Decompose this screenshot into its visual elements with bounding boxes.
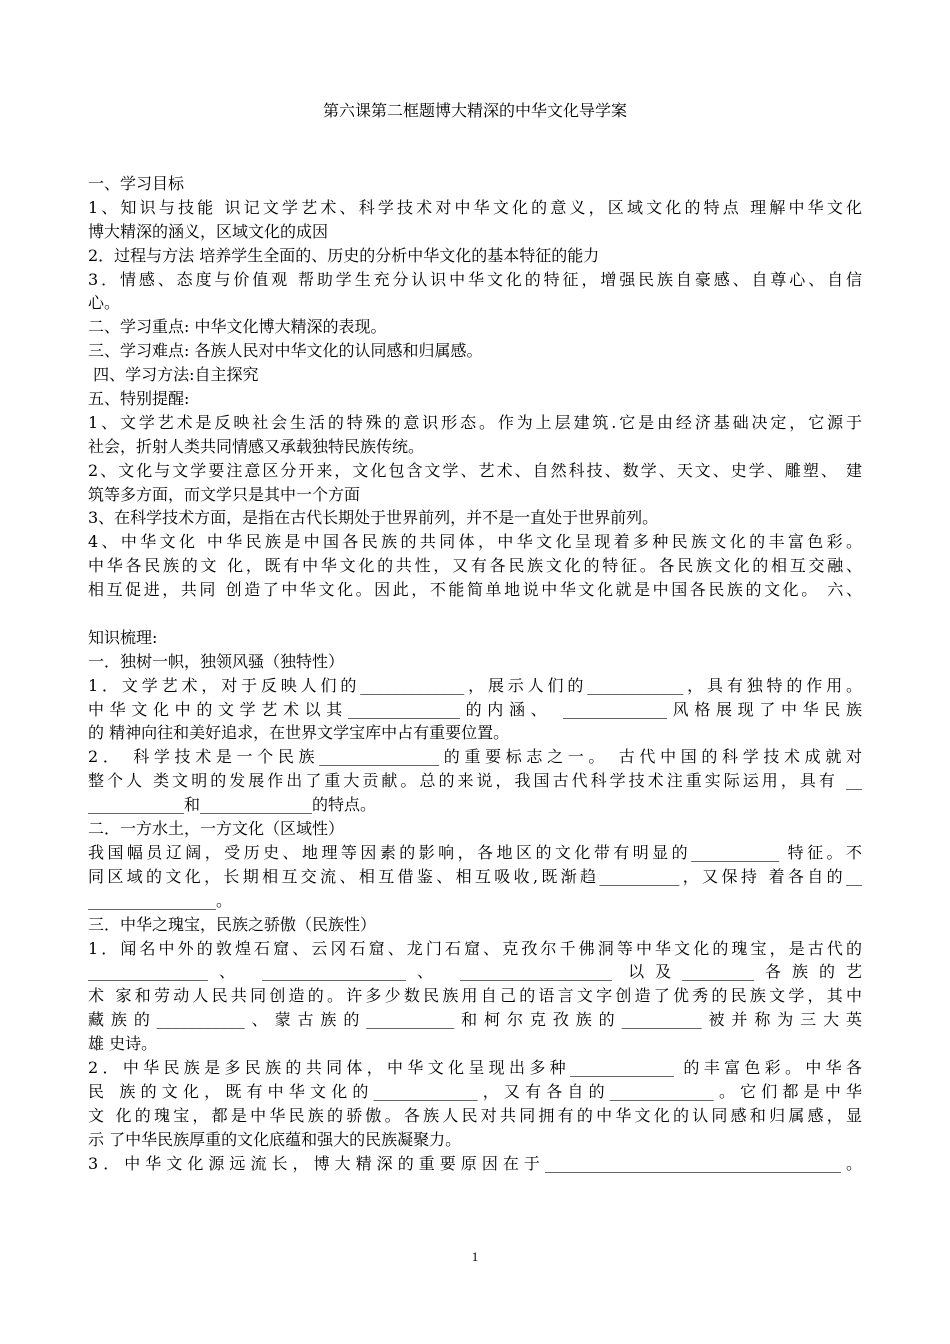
- text-line: 我国幅员辽阔，受历史、地理等因素的影响，各地区的文化带有明显的___________ 特征。不: [88, 842, 862, 862]
- text-line: 四、学习方法:自主探究: [88, 365, 259, 385]
- text-line: 知识梳理:: [88, 627, 158, 647]
- text-line: 三、学习难点: 各族人民对中华文化的认同感和归属感。: [88, 341, 483, 361]
- text-line: 4、中华文化 中华民族是中国各民族的共同体，中华文化呈现着多种民族文化的丰富色彩。: [88, 532, 862, 552]
- text-line: 雄 史诗。: [88, 1034, 158, 1054]
- text-line: 二、学习重点: 中华文化博大精深的表现。: [88, 317, 387, 337]
- text-line: 2．过程与方法 培养学生全面的、历史的分析中华文化的基本特征的能力: [88, 245, 600, 265]
- text-line: 1、文学艺术是反映社会生活的特殊的意识形态。作为上层建筑.它是由经济基础决定，它源于: [88, 412, 862, 432]
- page-number: 1: [471, 1249, 479, 1264]
- text-line: 二．一方水土，一方文化（区域性）: [88, 819, 345, 839]
- text-line: 文 化的瑰宝，都是中华民族的骄傲。各族人民对共同拥有的中华文化的认同感和归属感，显: [88, 1105, 862, 1125]
- text-line: 筑等多方面，而文学只是其中一个方面: [88, 484, 361, 504]
- text-line: ________________。: [88, 890, 233, 910]
- text-line: 3．中华文化源远流长，博大精深的重要原因在于_____________________________________。: [88, 1153, 862, 1173]
- text-line: 整个人 类文明的发展作出了重大贡献。总的来说，我国古代科学技术注重实际运用，具有 __: [88, 771, 862, 791]
- text-line: 2、文化与文学要注意区分开来，文化包含文学、艺术、自然科技、数学、天文、史学、雕塑、 建: [88, 460, 862, 480]
- text-line: 藏族的___________、蒙古族的___________和柯尔克孜族的__________被并称为三大英: [88, 1010, 862, 1030]
- document-title: 第六课第二框题博大精深的中华文化导学案: [322, 101, 627, 120]
- document-page: [88, 98, 862, 1175]
- text-line: ____________和______________的特点。: [88, 795, 377, 815]
- text-line: 博大精深的涵义，区域文化的成因: [88, 221, 329, 241]
- text-line: 一．独树一帜，独领风骚（独特性）: [88, 651, 345, 671]
- text-line: 同区域的文化，长期相互交流、相互借鉴、相互吸收,既渐趋__________，又保持 着各自的__: [88, 866, 862, 886]
- text-line: 示 了中华民族厚重的文化底蕴和强大的民族凝聚力。: [88, 1129, 462, 1149]
- text-line: 社会，折射人类共同情感又承载独特民族传统。: [88, 436, 425, 456]
- blank-line: [88, 602, 862, 626]
- text-line: 1、知识与技能 识记文学艺术、科学技术对中华文化的意义，区域文化的特点 理解中华文化: [88, 197, 862, 217]
- text-line: 2．中华民族是多民族的共同体，中华文化呈现出多种_____________ 的丰富色彩。中华各: [88, 1057, 862, 1077]
- document-body: [88, 172, 862, 1175]
- text-line: 中华文化中的文学艺术以其______________的内涵、 _____________风格展现了中华民族: [88, 699, 862, 719]
- text-line: 1．文学艺术，对于反映人们的_____________，展示人们的____________，具有独特的作用。: [88, 675, 862, 695]
- text-line: 相互促进，共同 创造了中华文化。因此，不能简单地说中华文化就是中国各民族的文化。 六、: [88, 580, 862, 600]
- text-line: 3．情感、态度与价值观 帮助学生充分认识中华文化的特征，增强民族自豪感、自尊心、自信: [88, 269, 862, 289]
- text-line: 三．中华之瑰宝，民族之骄傲（民族性）: [88, 914, 377, 934]
- text-line: 术 家和劳动人民共同创造的。许多少数民族用自己的语言文字创造了优秀的民族文学，其中: [88, 986, 862, 1006]
- text-line: 民 族的文化，既有中华文化的_____________，又有各自的_____________。它们都是中华: [88, 1081, 862, 1101]
- text-line: 心。: [88, 293, 121, 313]
- text-line: 1．闻名中外的敦煌石窟、云冈石窟、龙门石窟、克孜尔千佛洞等中华文化的瑰宝，是古代的: [88, 938, 862, 958]
- text-line: 2． 科学技术是一个民族_______________的重要标志之一。 古代中国的科学技术成就对: [88, 747, 862, 767]
- text-line: 五、特别提醒:: [88, 389, 190, 409]
- text-line: 的 精神向往和美好追求，在世界文学宝库中占有重要位置。: [88, 723, 510, 743]
- text-line: _______________、 __________________、 ___________________ 以及_________各族的艺: [88, 962, 862, 982]
- text-line: 中华各民族的文 化，既有中华文化的共性，又有各民族文化的特征。各民族文化的相互交融、: [88, 556, 862, 576]
- text-line: 一、学习目标: [88, 174, 185, 193]
- text-line: 3、在科学技术方面，是指在古代长期处于世界前列，并不是一直处于世界前列。: [88, 508, 659, 528]
